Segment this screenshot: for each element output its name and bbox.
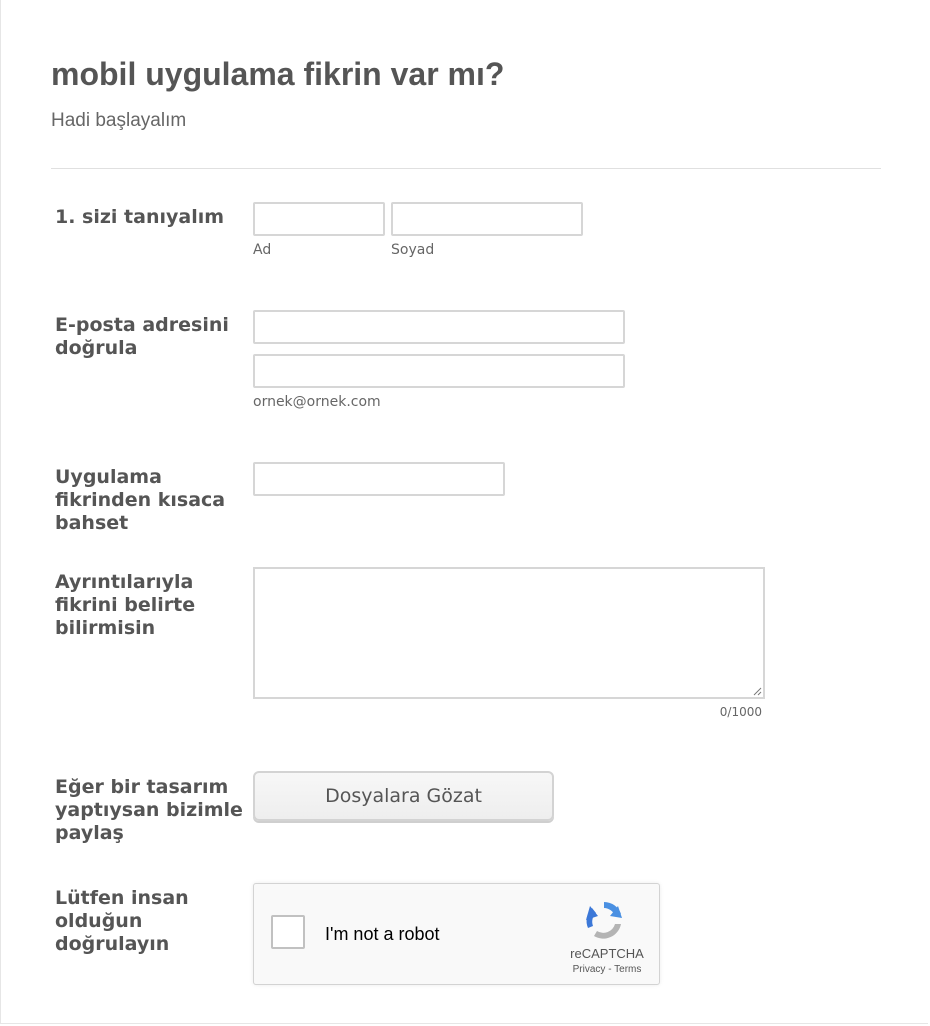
short-idea-label: Uygulama fikrinden kısaca bahset	[55, 466, 226, 534]
first-name-input[interactable]	[253, 202, 385, 236]
email-confirm-input[interactable]	[253, 354, 625, 388]
last-name-input[interactable]	[391, 202, 583, 236]
email-input[interactable]	[253, 310, 625, 344]
browse-files-button[interactable]: Dosyalara Gözat	[253, 771, 554, 821]
form-title: mobil uygulama fikrin var mı?	[51, 56, 505, 92]
link-separator: -	[608, 964, 612, 975]
header-divider	[51, 168, 881, 169]
recaptcha-logo-icon	[582, 898, 626, 942]
resize-handle-icon[interactable]	[752, 686, 762, 696]
name-label: 1. sizi tanıyalım	[55, 206, 225, 228]
privacy-link[interactable]: Privacy	[572, 964, 606, 975]
terms-link[interactable]: Terms	[614, 964, 642, 975]
last-name-sublabel: Soyad	[391, 242, 435, 258]
recaptcha-prompt: I'm not a robot	[325, 924, 440, 944]
recaptcha-widget	[253, 883, 660, 985]
email-sublabel: ornek@ornek.com	[253, 394, 381, 410]
recaptcha-brand: reCAPTCHA	[570, 946, 644, 961]
captcha-label: Lütfen insan olduğun doğrulayın	[55, 887, 189, 955]
first-name-sublabel: Ad	[253, 242, 272, 258]
details-label: Ayrıntılarıyla fikrini belirte bilirmisin	[55, 571, 196, 639]
character-counter: 0/1000	[719, 705, 762, 719]
design-label: Eğer bir tasarım yaptıysan bizimle paylaş	[55, 776, 243, 844]
short-idea-input[interactable]	[253, 462, 505, 496]
details-textarea[interactable]	[253, 567, 765, 699]
email-label: E-posta adresini doğrula	[55, 314, 229, 359]
recaptcha-links	[554, 964, 660, 975]
form-subtitle: Hadi başlayalım	[51, 110, 187, 131]
recaptcha-checkbox[interactable]	[271, 915, 305, 949]
